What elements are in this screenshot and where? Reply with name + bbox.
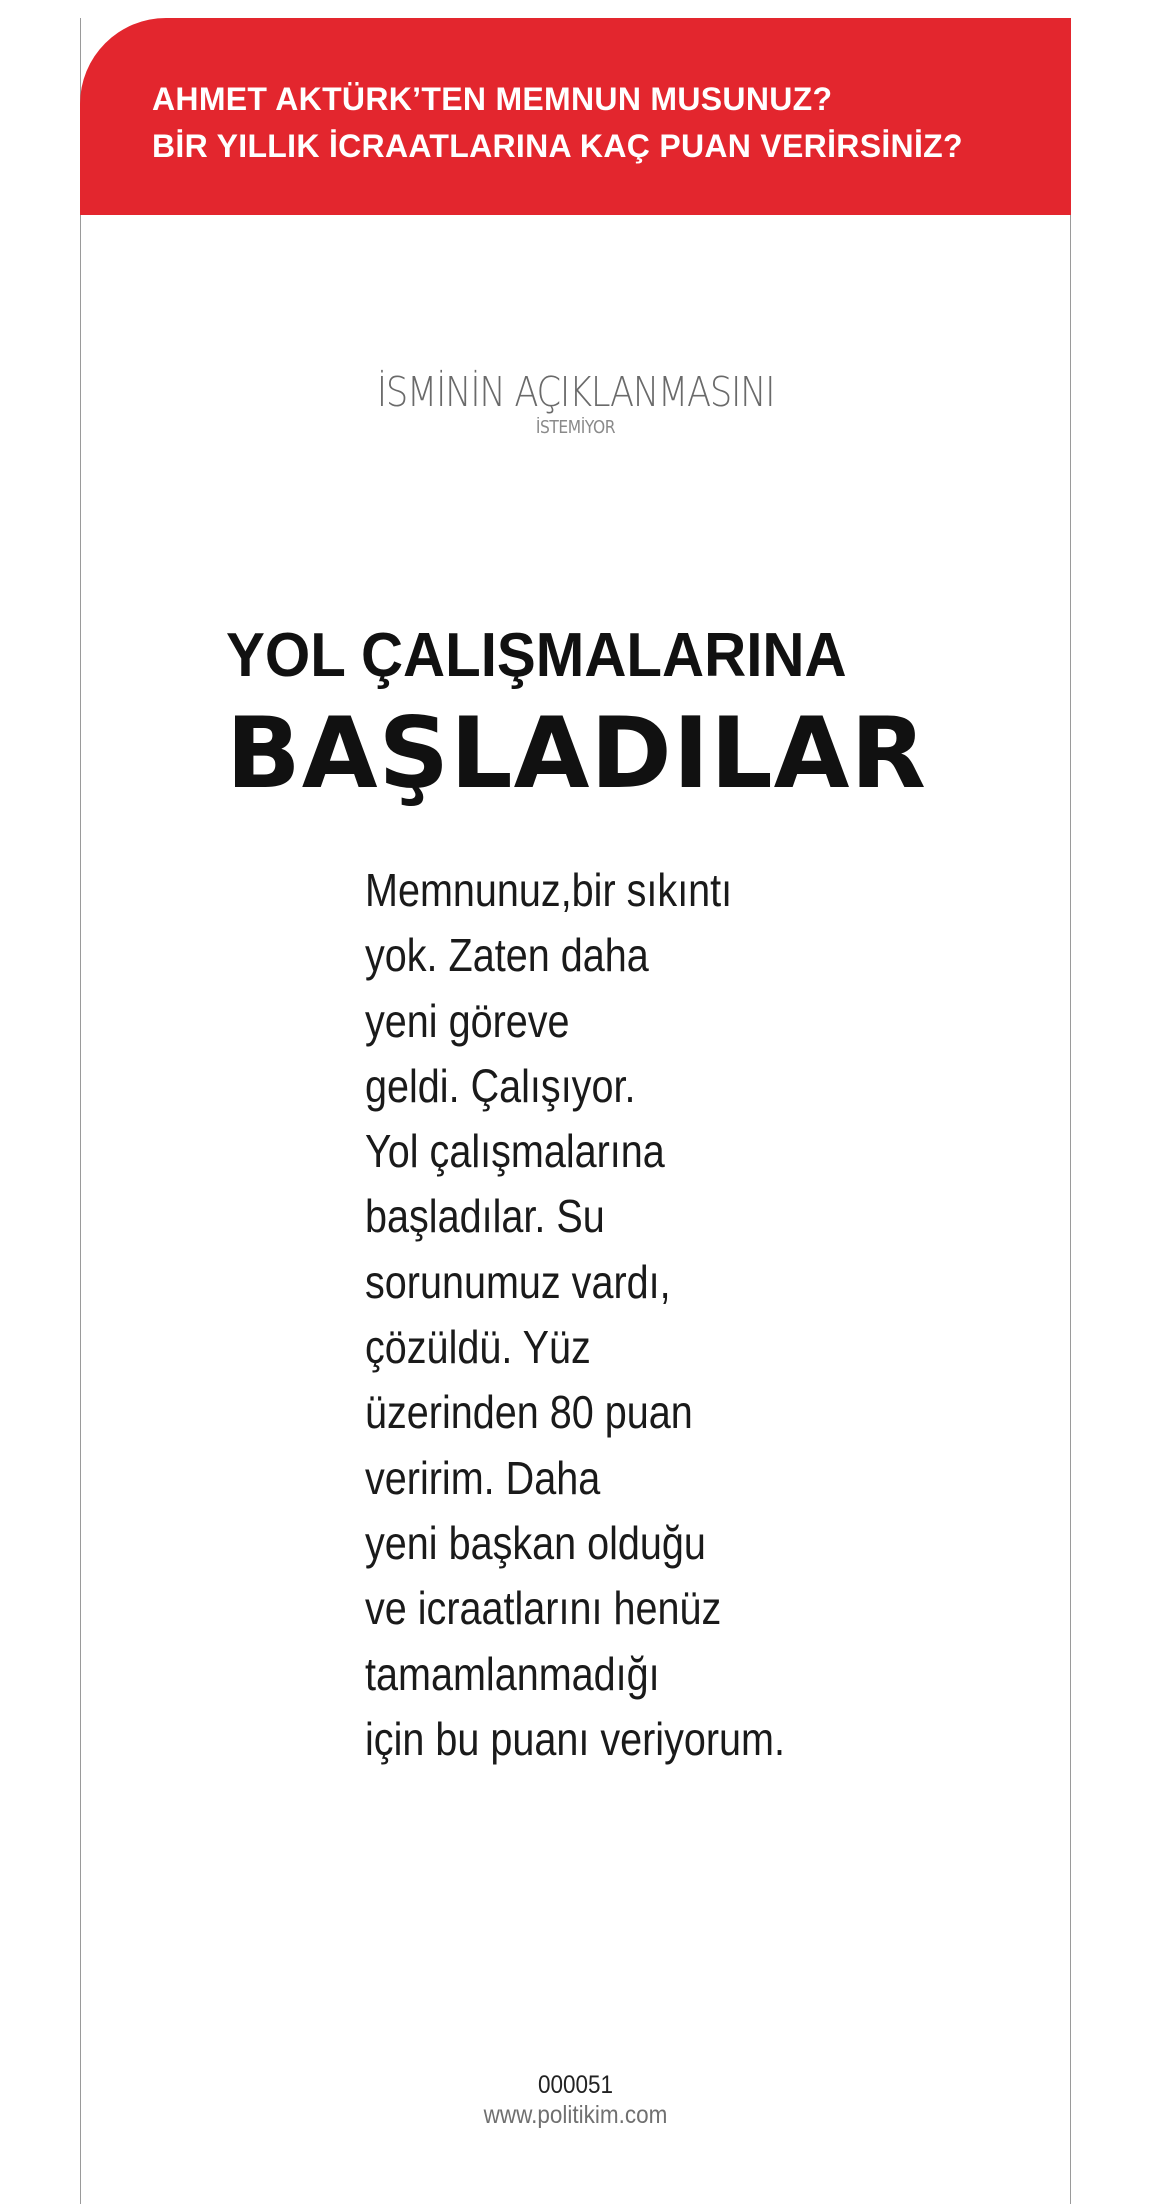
quote-line: yeni göreve (365, 994, 570, 1047)
banner-question-line-2: BİR YILLIK İCRAATLARINA KAÇ PUAN VERİRSİNİZ? (152, 128, 963, 164)
quote-line: veririm. Daha (365, 1451, 601, 1504)
headline-line-1: YOL ÇALIŞMALARINA (226, 621, 847, 690)
page-code: 000051 (537, 2071, 614, 2099)
quote-line: üzerinden 80 puan (365, 1386, 693, 1439)
banner-question-line-1: AHMET AKTÜRK’TEN MEMNUN MUSUNUZ? (152, 81, 833, 117)
website-url: www.politikim.com (483, 2101, 668, 2129)
respondent-note: İSTEMİYOR (535, 417, 616, 438)
respondent-block (80, 368, 1071, 440)
quote-line: için bu puanı veriyorum. (365, 1712, 785, 1765)
quote-line: sorunumuz vardı, (365, 1255, 671, 1308)
quote-line: yeni başkan olduğu (365, 1516, 706, 1569)
footer (80, 2070, 1071, 2130)
quote-body (365, 858, 885, 1772)
quote-line: başladılar. Su (365, 1190, 605, 1243)
quote-line: ve icraatlarını henüz (365, 1582, 722, 1635)
quote-line: geldi. Çalışıyor. (365, 1059, 636, 1112)
respondent-name: İSMİNİN AÇIKLANMASINI (376, 368, 775, 416)
quote-line: Yol çalışmalarına (365, 1125, 665, 1178)
quote-line: yok. Zaten daha (365, 929, 649, 982)
question-banner (80, 18, 1071, 215)
quote-line: tamamlanmadığı (365, 1647, 660, 1700)
headline-line-2: BAŞLADILAR (226, 697, 927, 811)
quote-line: Memnunuz,bir sıkıntı (365, 864, 733, 916)
quote-line: çözüldü. Yüz (365, 1321, 591, 1374)
